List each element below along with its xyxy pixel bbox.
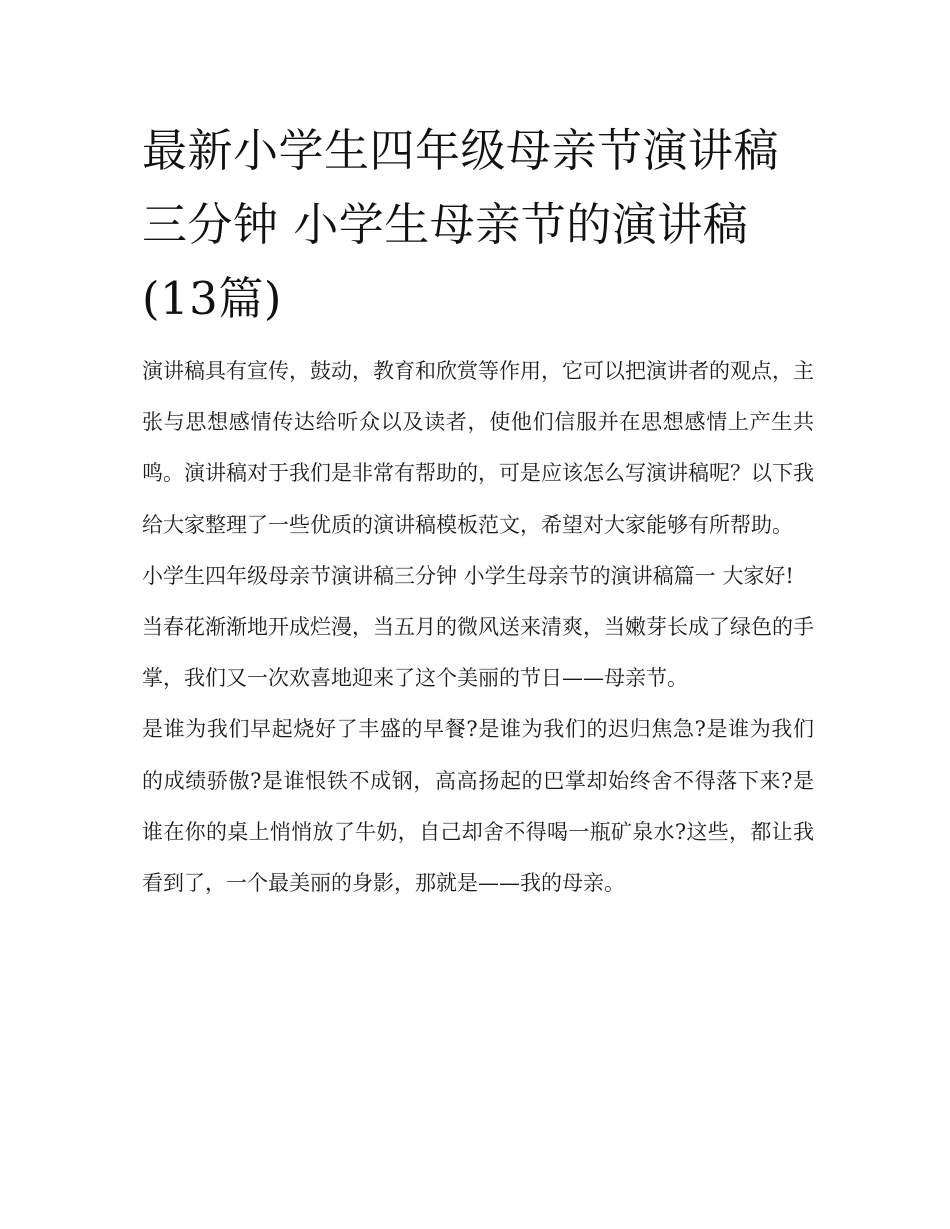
paragraph-section-heading: 小学生四年级母亲节演讲稿三分钟 小学生母亲节的演讲稿篇一 大家好!	[142, 563, 794, 588]
document-title: 最新小学生四年级母亲节演讲稿三分钟 小学生母亲节的演讲稿(13篇)	[142, 124, 780, 325]
document-page	[142, 114, 814, 909]
paragraph-spring: 当春花渐渐地开成烂漫，当五月的微风送来清爽，当嫩芽长成了绿色的手掌，我们又一次欢喜地迎来了这个美丽的节日——母亲节。	[142, 615, 814, 691]
paragraph-intro: 演讲稿具有宣传，鼓动，教育和欣赏等作用，它可以把演讲者的观点，主张与思想感情传达给听众以及读者，使他们信服并在思想感情上产生共鸣。演讲稿对于我们是非常有帮助的，可是应该怎么写演讲稿呢？以下我给大家整理了一些优质的演讲稿模板范文，希望对大家能够有所帮助。	[142, 359, 814, 537]
paragraph-who-is-it: 是谁为我们早起烧好了丰盛的早餐?是谁为我们的迟归焦急?是谁为我们的成绩骄傲?是谁恨铁不成钢，高高扬起的巴掌却始终舍不得落下来?是谁在你的桌上悄悄放了牛奶，自己却舍不得喝一瓶矿泉水?这些，都让我看到了，一个最美丽的身影，那就是——我的母亲。	[142, 717, 814, 896]
